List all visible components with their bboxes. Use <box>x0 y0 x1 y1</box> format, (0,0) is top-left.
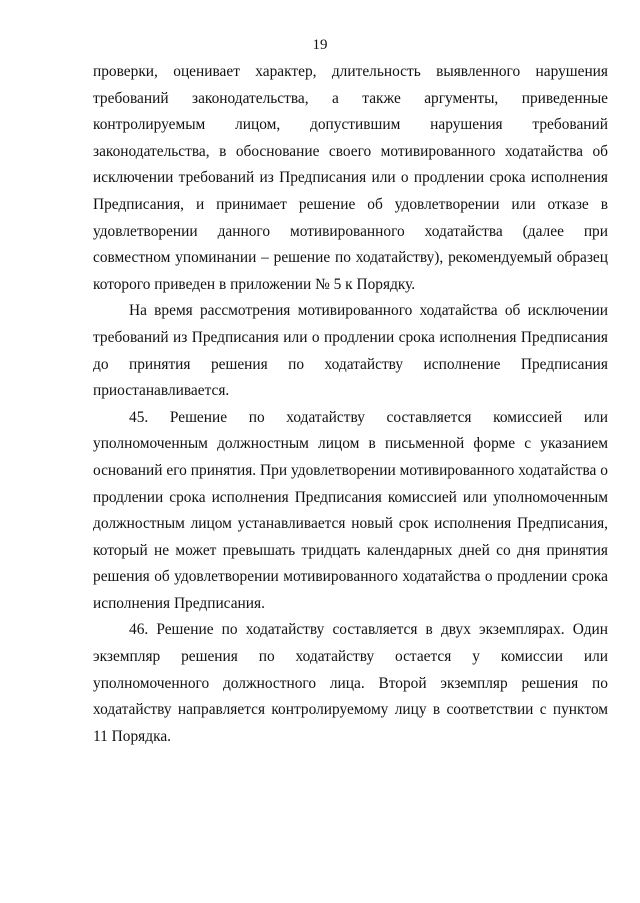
page-number: 19 <box>312 37 328 53</box>
paragraph-item-46: 46. Решение по ходатайству составляется в двух экземплярах. Один экземпляр решения по ходатайству остается у комиссии или уполномоченного должностного лица. Второй экземпляр решения по ходатайству направляется контролируемому лицу в соответствии с пунктом 11 Порядка. <box>93 621 608 745</box>
document-body <box>93 59 608 750</box>
paragraph-item-45: 45. Решение по ходатайству составляется комиссией или уполномоченным должностным лицом в письменной форме с указанием оснований его принятия. При удовлетворении мотивированного ходатайства о продлении срока исполнения Предписания комиссией или уполномоченным должностным лицом устанавливается новый срок исполнения Предписания, который не может превышать тридцать календарных дней со дня принятия решения об удовлетворении мотивированного ходатайства о продлении срока исполнения Предписания. <box>93 408 608 612</box>
paragraph-continuation: проверки, оценивает характер, длительность выявленного нарушения требований законодательства, а также аргументы, приведенные контролируемым лицом, допустившим нарушения требований законодательства, в обоснование своего мотивированного ходатайства об исключении требований из Предписания или о продлении срока исполнения Предписания, и принимает решение об удовлетворении или отказе в удовлетворении данного мотивированного ходатайства (далее при совместном упоминании – решение по ходатайству), рекомендуемый образец которого приведен в приложении № 5 к Порядку. <box>93 63 608 293</box>
paragraph-suspension: На время рассмотрения мотивированного ходатайства об исключении требований из Предписания или о продлении срока исполнения Предписания до принятия решения по ходатайству исполнение Предписания приостанавливается. <box>93 302 608 400</box>
